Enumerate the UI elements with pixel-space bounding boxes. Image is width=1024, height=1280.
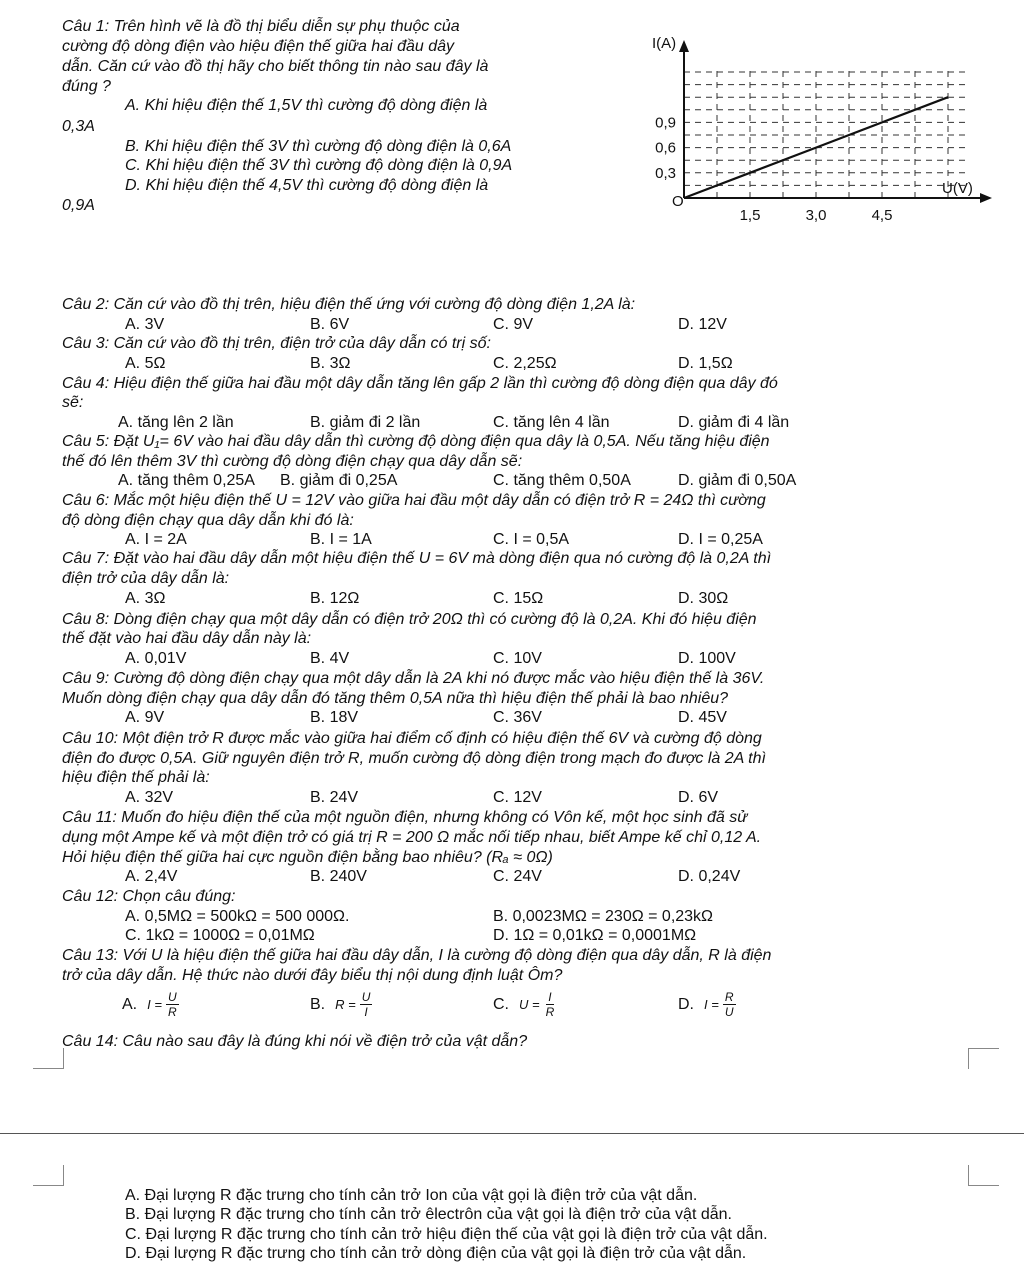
q7-line2: điện trở của dây dẫn là:: [62, 570, 230, 587]
q14-text: Câu 14: Câu nào sau đây là đúng khi nói về điện trở của vật dẫn?: [62, 1033, 528, 1050]
q11-line2: dụng một Ampe kế và một điện trở có giá trị R = 200 Ω mắc nối tiếp nhau, biết Ampe kế chỉ 0,12 A.: [62, 829, 762, 846]
q8-option-c: C. 10V: [493, 650, 542, 667]
q13-option-b-lhs: R =: [335, 997, 356, 1012]
q4-option-b: B. giảm đi 2 lần: [310, 414, 421, 431]
q13-option-b: [310, 990, 372, 1019]
q11-option-b: B. 240V: [310, 868, 367, 885]
q1-line4: đúng ?: [62, 78, 111, 95]
q12-option-c: C. 1kΩ = 1000Ω = 0,01MΩ: [125, 927, 315, 944]
q14-option-a: A. Đại lượng R đặc trưng cho tính cản trở Ion của vật gọi là điện trở của vật dẫn.: [125, 1187, 698, 1204]
q1-option-d: D. Khi hiệu điện thế 4,5V thì cường độ dòng điện là: [125, 177, 489, 194]
q2-option-d: D. 12V: [678, 316, 727, 333]
q13-option-b-label: B.: [310, 995, 326, 1013]
q6-option-d: D. I = 0,25A: [678, 531, 763, 548]
q6-option-c: C. I = 0,5A: [493, 531, 570, 548]
q10-option-d: D. 6V: [678, 789, 719, 806]
q13-option-d-fraction: [723, 990, 736, 1019]
q11-line3: Hỏi hiệu điện thế giữa hai cực nguồn điện bằng bao nhiêu? (Rₐ ≈ 0Ω): [62, 849, 553, 866]
q14-option-c: C. Đại lượng R đặc trưng cho tính cản trở hiệu điện thế của vật gọi là điện trở của vật dẫn.: [125, 1226, 768, 1243]
origin-label: O: [672, 193, 684, 210]
y-axis-label: I(A): [652, 35, 677, 52]
page-break-line: [0, 1133, 1024, 1134]
q4-option-a: A. tăng lên 2 lần: [118, 414, 234, 431]
q10-line2: điện đo được 0,5A. Giữ nguyên điện trở R, muốn cường độ dòng điện trong mạch đo được là 2A thì: [62, 750, 766, 767]
page-corner-mark: [968, 1165, 999, 1186]
q1-option-a: A. Khi hiệu điện thế 1,5V thì cường độ dòng điện là: [125, 97, 488, 114]
q6-line1: Câu 6: Mắc một hiệu điện thế U = 12V vào giữa hai đầu một dây dẫn có điện trở R = 24Ω thì cường: [62, 492, 766, 509]
q9-line1: Câu 9: Cường độ dòng điện chạy qua một dây dẫn là 2A khi nó được mắc vào hiệu điện thế là 36V.: [62, 670, 765, 687]
q1-option-c: C. Khi hiệu điện thế 3V thì cường độ dòng điện là 0,9A: [125, 157, 513, 174]
q14-option-d: D. Đại lượng R đặc trưng cho tính cản trở dòng điện của vật gọi là điện trở của vật dẫn.: [125, 1245, 747, 1262]
q13-option-b-denominator: I: [364, 1005, 368, 1019]
q13-option-c-label: C.: [493, 995, 509, 1013]
q9-option-d: D. 45V: [678, 709, 727, 726]
current-voltage-chart: [630, 28, 1000, 233]
q13-option-d-numerator: R: [724, 990, 734, 1004]
x-axis-label: U(V): [942, 180, 973, 197]
q8-option-b: B. 4V: [310, 650, 350, 667]
q10-option-b: B. 24V: [310, 789, 359, 806]
q13-option-d-label: D.: [678, 995, 694, 1013]
q11-option-d: D. 0,24V: [678, 868, 741, 885]
q8-line1: Câu 8: Dòng điện chạy qua một dây dẫn có điện trở 20Ω thì có cường độ là 0,2A. Khi đó hiệu điện: [62, 611, 757, 628]
q4-option-d: D. giảm đi 4 lần: [678, 414, 790, 431]
q2-option-a: A. 3V: [125, 316, 165, 333]
q9-option-b: B. 18V: [310, 709, 359, 726]
q1-line3: dẫn. Căn cứ vào đồ thị hãy cho biết thông tin nào sau đây là: [62, 58, 489, 75]
q5-option-b: B. giảm đi 0,25A: [280, 472, 398, 489]
q7-option-b: B. 12Ω: [310, 590, 360, 607]
page-corner-mark: [33, 1048, 64, 1069]
x-tick-label: 1,5: [739, 207, 761, 224]
x-axis-arrow-icon: [980, 193, 992, 203]
y-axis-arrow-icon: [679, 40, 689, 52]
y-tick-label: 0,9: [655, 114, 676, 132]
q13-option-c-numerator: I: [548, 990, 552, 1004]
q3-text: Câu 3: Căn cứ vào đồ thị trên, điện trở của dây dẫn có trị số:: [62, 335, 491, 352]
q9-line2: Muốn dòng điện chạy qua dây dẫn đó tăng thêm 0,5A nữa thì hiệu điện thế phải là bao nhiêu?: [62, 690, 729, 707]
q4-line2: sẽ:: [62, 394, 84, 411]
q13-option-c-lhs: U =: [519, 997, 540, 1012]
q9-option-a: A. 9V: [125, 709, 165, 726]
q6-line2: độ dòng điện chạy qua dây dẫn khi đó là:: [62, 512, 354, 529]
x-tick-label: 4,5: [871, 207, 893, 224]
q11-option-c: C. 24V: [493, 868, 542, 885]
q4-option-c: C. tăng lên 4 lần: [493, 414, 610, 431]
q8-option-d: D. 100V: [678, 650, 736, 667]
q12-option-d: D. 1Ω = 0,01kΩ = 0,0001MΩ: [493, 927, 697, 944]
q13-option-a-label: A.: [122, 995, 138, 1013]
q3-option-b: B. 3Ω: [310, 355, 351, 372]
q1-option-b: B. Khi hiệu điện thế 3V thì cường độ dòng điện là 0,6A: [125, 138, 512, 155]
q1-option-a-cont: 0,3A: [62, 118, 95, 135]
q14-option-b: B. Đại lượng R đặc trưng cho tính cản trở êlectrôn của vật gọi là điện trở của vật dẫn.: [125, 1206, 732, 1223]
q13-option-a: [122, 990, 179, 1019]
q10-option-c: C. 12V: [493, 789, 542, 806]
q7-option-c: C. 15Ω: [493, 590, 544, 607]
q10-line1: Câu 10: Một điện trở R được mắc vào giữa hai điểm cố định có hiệu điện thế 6V và cường độ dòng: [62, 730, 762, 747]
q1-line2: cường độ dòng điện vào hiệu điện thế giữa hai đầu dây: [62, 38, 455, 55]
q5-line2: thế đó lên thêm 3V thì cường độ dòng điện chạy qua dây dẫn sẽ:: [62, 453, 523, 470]
q10-line3: hiệu điện thế phải là:: [62, 769, 210, 786]
q13-option-c-denominator: R: [545, 1005, 555, 1019]
q4-line1: Câu 4: Hiệu điện thế giữa hai đầu một dây dẫn tăng lên gấp 2 lần thì cường độ dòng điện qua dây đó: [62, 375, 778, 392]
q13-option-a-numerator: U: [167, 990, 177, 1004]
q1-option-d-cont: 0,9A: [62, 197, 95, 214]
q8-option-a: A. 0,01V: [125, 650, 187, 667]
q3-option-a: A. 5Ω: [125, 355, 166, 372]
q13-option-a-lhs: I =: [147, 997, 162, 1012]
q2-text: Câu 2: Căn cứ vào đồ thị trên, hiệu điện thế ứng với cường độ dòng điện 1,2A là:: [62, 296, 636, 313]
q13-option-c: [493, 990, 556, 1019]
q5-option-d: D. giảm đi 0,50A: [678, 472, 797, 489]
q8-line2: thế đặt vào hai đầu dây dẫn này là:: [62, 630, 312, 647]
q5-option-a: A. tăng thêm 0,25A: [118, 472, 255, 489]
q13-option-d: [678, 990, 736, 1019]
q12-option-b: B. 0,0023MΩ = 230Ω = 0,23kΩ: [493, 908, 714, 925]
q13-option-b-numerator: U: [361, 990, 371, 1004]
q1-line1: Câu 1: Trên hình vẽ là đồ thị biểu diễn sự phụ thuộc của: [62, 18, 460, 35]
q3-option-d: D. 1,5Ω: [678, 355, 733, 372]
x-tick-label: 3,0: [805, 207, 827, 224]
q7-option-a: A. 3Ω: [125, 590, 166, 607]
q6-option-b: B. I = 1A: [310, 531, 372, 548]
q12-option-a: A. 0,5MΩ = 500kΩ = 500 000Ω.: [125, 908, 350, 925]
q12-text: Câu 12: Chọn câu đúng:: [62, 888, 236, 905]
page-corner-mark: [33, 1165, 64, 1186]
q7-option-d: D. 30Ω: [678, 590, 729, 607]
q13-option-a-denominator: R: [167, 1005, 177, 1019]
y-tick-label: 0,6: [655, 139, 676, 157]
q13-option-b-fraction: [360, 990, 373, 1019]
q6-option-a: A. I = 2A: [125, 531, 187, 548]
q9-option-c: C. 36V: [493, 709, 542, 726]
q3-option-c: C. 2,25Ω: [493, 355, 557, 372]
q13-option-c-fraction: [544, 990, 557, 1019]
q5-option-c: C. tăng thêm 0,50A: [493, 472, 631, 489]
page-corner-mark: [968, 1048, 999, 1069]
q11-option-a: A. 2,4V: [125, 868, 178, 885]
q13-option-a-fraction: [166, 990, 179, 1019]
q13-line2: trở của dây dẫn. Hệ thức nào dưới đây biểu thị nội dung định luật Ôm?: [62, 967, 563, 984]
q5-line1: Câu 5: Đặt U₁= 6V vào hai đầu dây dẫn thì cường độ dòng điện qua dây là 0,5A. Nếu tăng hiệu điện: [62, 433, 770, 450]
q10-option-a: A. 32V: [125, 789, 174, 806]
q2-option-c: C. 9V: [493, 316, 534, 333]
q13-option-d-lhs: I =: [704, 997, 719, 1012]
q13-option-d-denominator: U: [724, 1005, 734, 1019]
q2-option-b: B. 6V: [310, 316, 350, 333]
q11-line1: Câu 11: Muốn đo hiệu điện thế của một nguồn điện, nhưng không có Vôn kế, một học sinh đã sử: [62, 809, 748, 826]
q7-line1: Câu 7: Đặt vào hai đầu dây dẫn một hiệu điện thế U = 6V mà dòng điện qua nó cường độ là 0,2A thì: [62, 550, 772, 567]
y-tick-label: 0,3: [655, 164, 676, 182]
q13-line1: Câu 13: Với U là hiệu điện thế giữa hai đầu dây dẫn, I là cường độ dòng điện qua dây dẫn, R là điện: [62, 947, 772, 964]
